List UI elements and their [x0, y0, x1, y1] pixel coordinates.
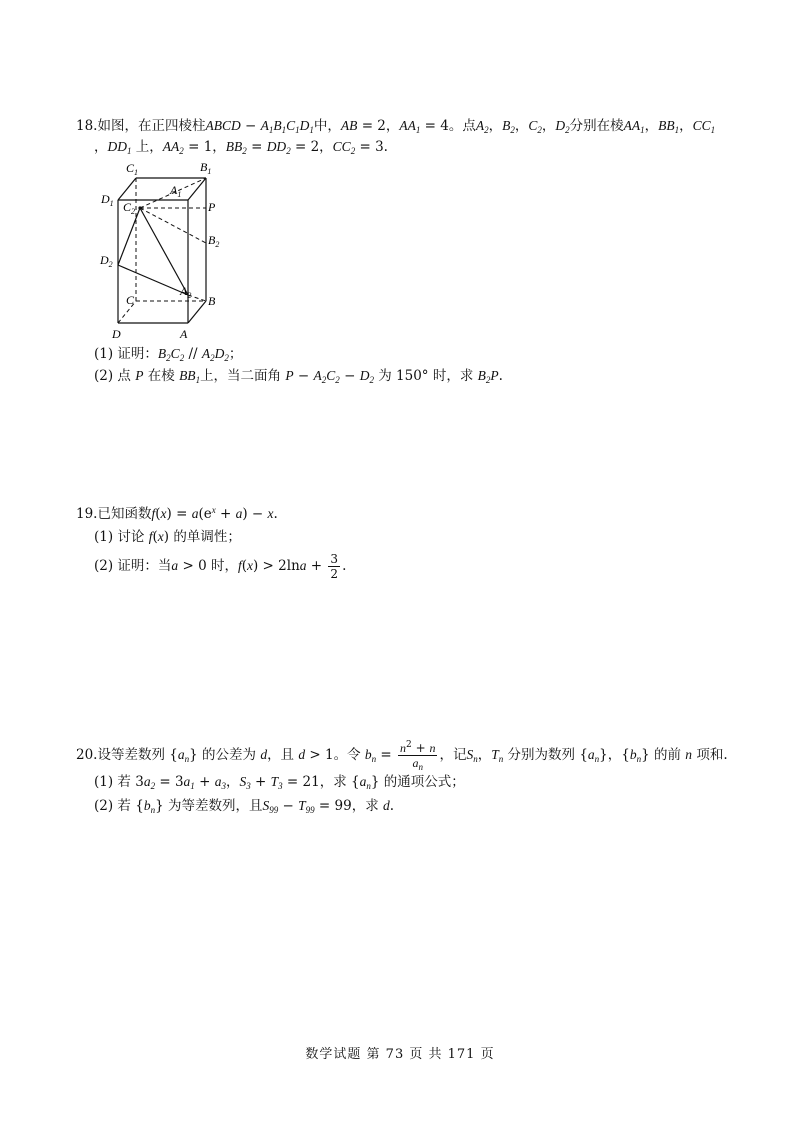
q18-intro-a: 如图，在正四棱柱 [97, 118, 206, 134]
q18-cont: ， [94, 139, 108, 155]
label-A1: $A_1$ [170, 183, 182, 199]
label-B1: $B_1$ [200, 160, 212, 176]
q19-part2-a: (2) 证明：当 [94, 558, 172, 574]
segment-d2a2 [118, 265, 188, 295]
q19-number: 19. [76, 506, 98, 522]
q20-part2-c: ，求 [351, 798, 379, 814]
label-C: C [126, 293, 135, 307]
q20-intro-a: 设等差数列 [97, 747, 165, 763]
q19-part1: (1) 讨论 f(x) 的单调性； [94, 529, 241, 545]
label-A: A [180, 327, 188, 341]
label-P: P [208, 200, 216, 214]
q18-intro-d: 分别在棱 [569, 118, 624, 134]
q20-intro-g: 的前 [654, 747, 681, 763]
q20-number: 20. [76, 747, 98, 763]
q18-part2-e: 时，求 [432, 368, 474, 384]
q20-part1-c: 的通项公式； [383, 774, 465, 790]
q20-part2: (2) 若 $\{b_n\}$ 为等差数列，且$S_{99} - T_{99} = 99$，求 d. [94, 798, 395, 815]
q18-part2-b: 在棱 [147, 368, 175, 384]
label-D2: $D_2$ [100, 253, 113, 269]
q18-statement-line2: ，$DD_1$ 上，$AA_2 = 1$，$BB_2 = DD_2 = 2$，$CC_2 = 3$. [94, 139, 388, 156]
q19-part1-b: 的单调性； [173, 529, 241, 545]
q19-part2: (2) 证明：当a > 0 时，f(x) > 2lna + $\frac{3}{2}$ . [94, 552, 347, 581]
prism-figure [96, 158, 236, 348]
label-C1: $C_1$ [126, 161, 139, 177]
q20-part1-a: (1) 若 [94, 774, 131, 790]
q20-intro-f: 分别为数列 [507, 747, 576, 763]
segment-c2a2 [140, 208, 188, 295]
label-A2: $A_2$ [180, 284, 192, 300]
q18-part2: (2) 点 P 在棱 $BB_1$上，当二面角 $P - A_2C_2 - D_2$ 为 150° 时，求 $B_2P$. [94, 368, 503, 385]
q19-part1-a: (1) 讨论 [94, 529, 145, 545]
label-D: D [112, 327, 121, 341]
label-B: B [208, 294, 216, 308]
q20-intro-b: 的公差为 [202, 747, 257, 763]
q18-prism-name: ABCD [205, 118, 241, 133]
q18-statement-line1: 18.如图，在正四棱柱ABCD − $A_1B_1C_1D_1$中，AB = 2，$AA_1 = 4$。点$A_2$，$B_2$，$C_2$，$D_2$分别在棱$AA_1$，$BB_1$，$CC_1$ [76, 118, 716, 135]
fraction-bn: $\frac{n^2 + n}{a_n}$ [400, 740, 436, 772]
q20-part2-b: 为等差数列，且 [167, 798, 263, 814]
q18-part2-a: (2) 点 [94, 368, 131, 384]
label-C2: $C_2$ [123, 200, 136, 216]
q18-intro-c: 。点 [448, 118, 476, 134]
q18-part1-label: (1) 证明： [94, 346, 158, 362]
segment-d2c2 [118, 208, 140, 265]
q18-part1: (1) 证明：$B_2C_2 // A_2D_2$； [94, 346, 243, 363]
fraction-3-2: $\frac{3}{2}$ [330, 552, 339, 581]
q20-part2-d: . [389, 798, 395, 814]
label-D1: $D_1$ [101, 192, 114, 208]
q20-intro-e: ，记 [439, 747, 467, 763]
q19-statement: 19.已知函数$f(x) = a(e^x + a) - x$. [76, 505, 278, 522]
q20-intro-c: ，且 [267, 747, 295, 763]
q20-intro-h: 项和. [696, 747, 728, 763]
q19-part2-b: 时， [210, 558, 238, 574]
q18-part2-d: 为 [378, 368, 392, 384]
label-B2: $B_2$ [208, 233, 220, 249]
q20-statement: 20.设等差数列 $\{a_n\}$ 的公差为 d，且 d > 1。令 $b_n$ = $\frac{n^2 + n}{a_n}$ ，记$S_n$，$T_n$ 分别为数列 $\{a_n\}$，$\{b_n\}$ 的前 n 项和. [76, 740, 728, 772]
q20-part1: (1) 若 $3a_2 = 3a_1 + a_3$，$S_3 + T_3 = 21$，求 $\{a_n\}$ 的通项公式； [94, 774, 465, 791]
q18-part2-c: 上，当二面角 [200, 368, 282, 384]
q18-number: 18. [76, 118, 98, 134]
q20-part1-b: ，求 [319, 774, 347, 790]
q18-part2-f: . [498, 368, 503, 384]
q20-intro-d: 。令 [333, 747, 361, 763]
q18-intro-b: 中， [313, 118, 341, 134]
page-footer: 数学试题 第 73 页 共 171 页 [305, 1047, 495, 1062]
q20-part2-a: (2) 若 [94, 798, 131, 814]
q19-intro: 已知函数 [97, 506, 152, 522]
